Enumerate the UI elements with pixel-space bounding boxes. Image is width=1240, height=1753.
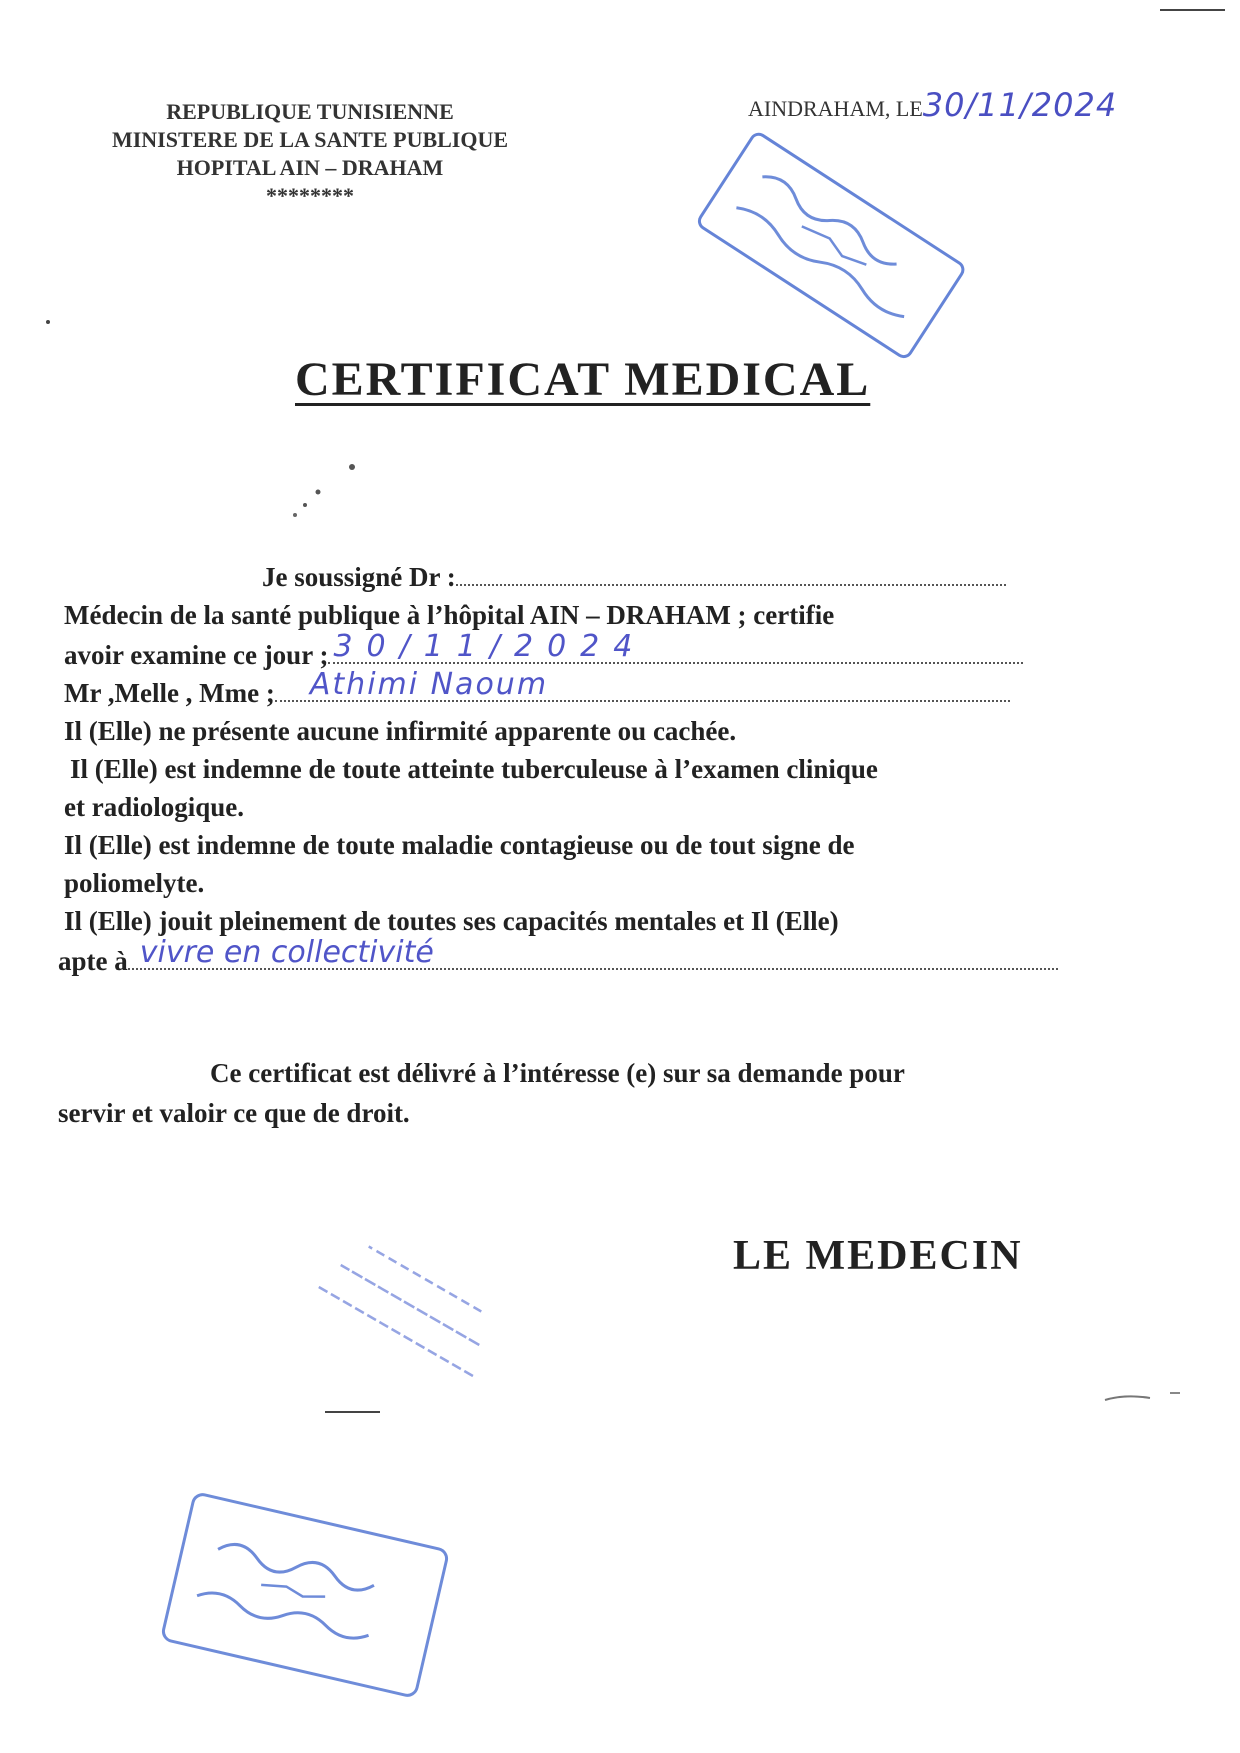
- exam-date-label: avoir examine ce jour ;: [64, 640, 329, 670]
- body-line-tuberculosis: Il (Elle) est indemne de toute atteinte tuberculeuse à l’examen clinique: [70, 754, 878, 784]
- patient-label: Mr ,Melle , Mme ;: [64, 678, 275, 708]
- body-line-doctor: [262, 562, 1006, 593]
- body-line-physician: Médecin de la santé publique à l’hôpital AIN – DRAHAM ; certifie: [64, 600, 835, 630]
- stars-line: ********: [266, 183, 354, 208]
- document-title: CERTIFICAT MEDICAL: [295, 353, 871, 406]
- hospital-line: HOPITAL AIN – DRAHAM: [176, 155, 444, 180]
- body-line-infirmity: Il (Elle) ne présente aucune infirmité apparente ou cachée.: [64, 716, 737, 746]
- closing-line-1: Ce certificat est délivré à l’intéresse (e) sur sa demande pour: [210, 1058, 905, 1088]
- doctor-label: Je soussigné Dr :: [262, 562, 456, 592]
- handwritten-exam-date: 30/11/2024: [333, 629, 647, 664]
- ministry-line: MINISTERE DE LA SANTE PUBLIQUE: [111, 127, 509, 152]
- patient-blank: [275, 667, 1010, 702]
- place-date: [748, 86, 1117, 124]
- body-line-apt: [58, 935, 1058, 977]
- handwritten-patient-name: Athimi Naoum: [309, 667, 549, 702]
- body-line-polio: poliomelyte.: [64, 868, 205, 898]
- handwritten-apt: vivre en collectivité: [139, 935, 434, 970]
- arabic-stamp-top: [668, 128, 978, 388]
- apt-blank: [128, 935, 1058, 970]
- closing-line-2: servir et valoir ce que de droit.: [58, 1098, 410, 1128]
- doctor-blank: [456, 584, 1006, 586]
- body-line-contagious: Il (Elle) est indemne de toute maladie contagieuse ou de tout signe de: [64, 830, 855, 860]
- ministry-header: [60, 98, 560, 210]
- republic-line: REPUBLIQUE TUNISIENNE: [166, 99, 454, 124]
- signature-label: LE MEDECIN: [733, 1233, 1023, 1279]
- body-line-mental: Il (Elle) jouit pleinement de toutes ses capacités mentales et Il (Elle): [64, 906, 839, 936]
- body-line-patient: [64, 667, 1010, 709]
- apt-label: apte à: [58, 946, 128, 976]
- handwritten-date: 30/11/2024: [922, 86, 1118, 124]
- body-line-radiologic: et radiologique.: [64, 792, 244, 822]
- place-label: AINDRAHAM, LE: [748, 96, 923, 121]
- exam-date-blank: [328, 629, 1023, 664]
- hospital-stamp-bottom: [150, 1480, 460, 1710]
- physician-stamp: [290, 1205, 530, 1405]
